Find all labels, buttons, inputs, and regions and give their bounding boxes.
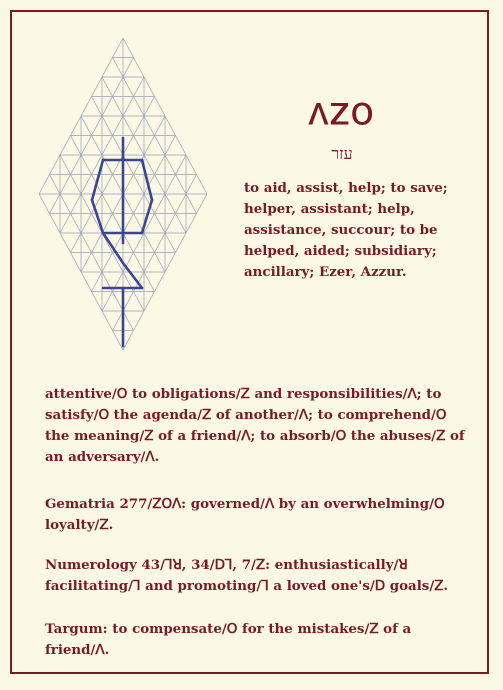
rhombus-grid-glyph-icon: [39, 38, 209, 350]
numerology-paragraph: Numerology 43/ꓶꓤ, 34/ꓓꓶ, 7/ꓜ: enthusiastically/ꓤ facilitating/ꓶ and promoting/ꓶ a loved one's/ꓓ goals/ꓜ.: [45, 557, 449, 594]
hebrew-word: עזר: [331, 144, 353, 163]
definition-text: to aid, assist, help; to save; helper, assistant; help, assistance, succour; to be helped, aided; subsidiary; ancillary; Ezer, Azzur.: [244, 180, 448, 280]
targum-paragraph: Targum: to compensate/ꓳ for the mistakes/ꓜ of a friend/ꓥ.: [45, 621, 412, 658]
page-title: ꓥꓜꓳ: [308, 98, 376, 131]
glyph-strokes: [92, 138, 152, 346]
card: [10, 10, 489, 674]
meaning-paragraph: attentive/ꓳ to obligations/ꓜ and responsibilities/ꓥ; to satisfy/ꓳ the agenda/ꓜ of another/ꓥ; to comprehend/ꓳ the meaning/ꓜ of a friend/ꓥ; to absorb/ꓳ the abuses/ꓜ of an adversary/ꓥ.: [45, 386, 465, 465]
gematria-paragraph: Gematria 277/ꓜꓳꓥ: governed/ꓥ by an overwhelming/ꓳ loyalty/ꓜ.: [45, 496, 445, 533]
